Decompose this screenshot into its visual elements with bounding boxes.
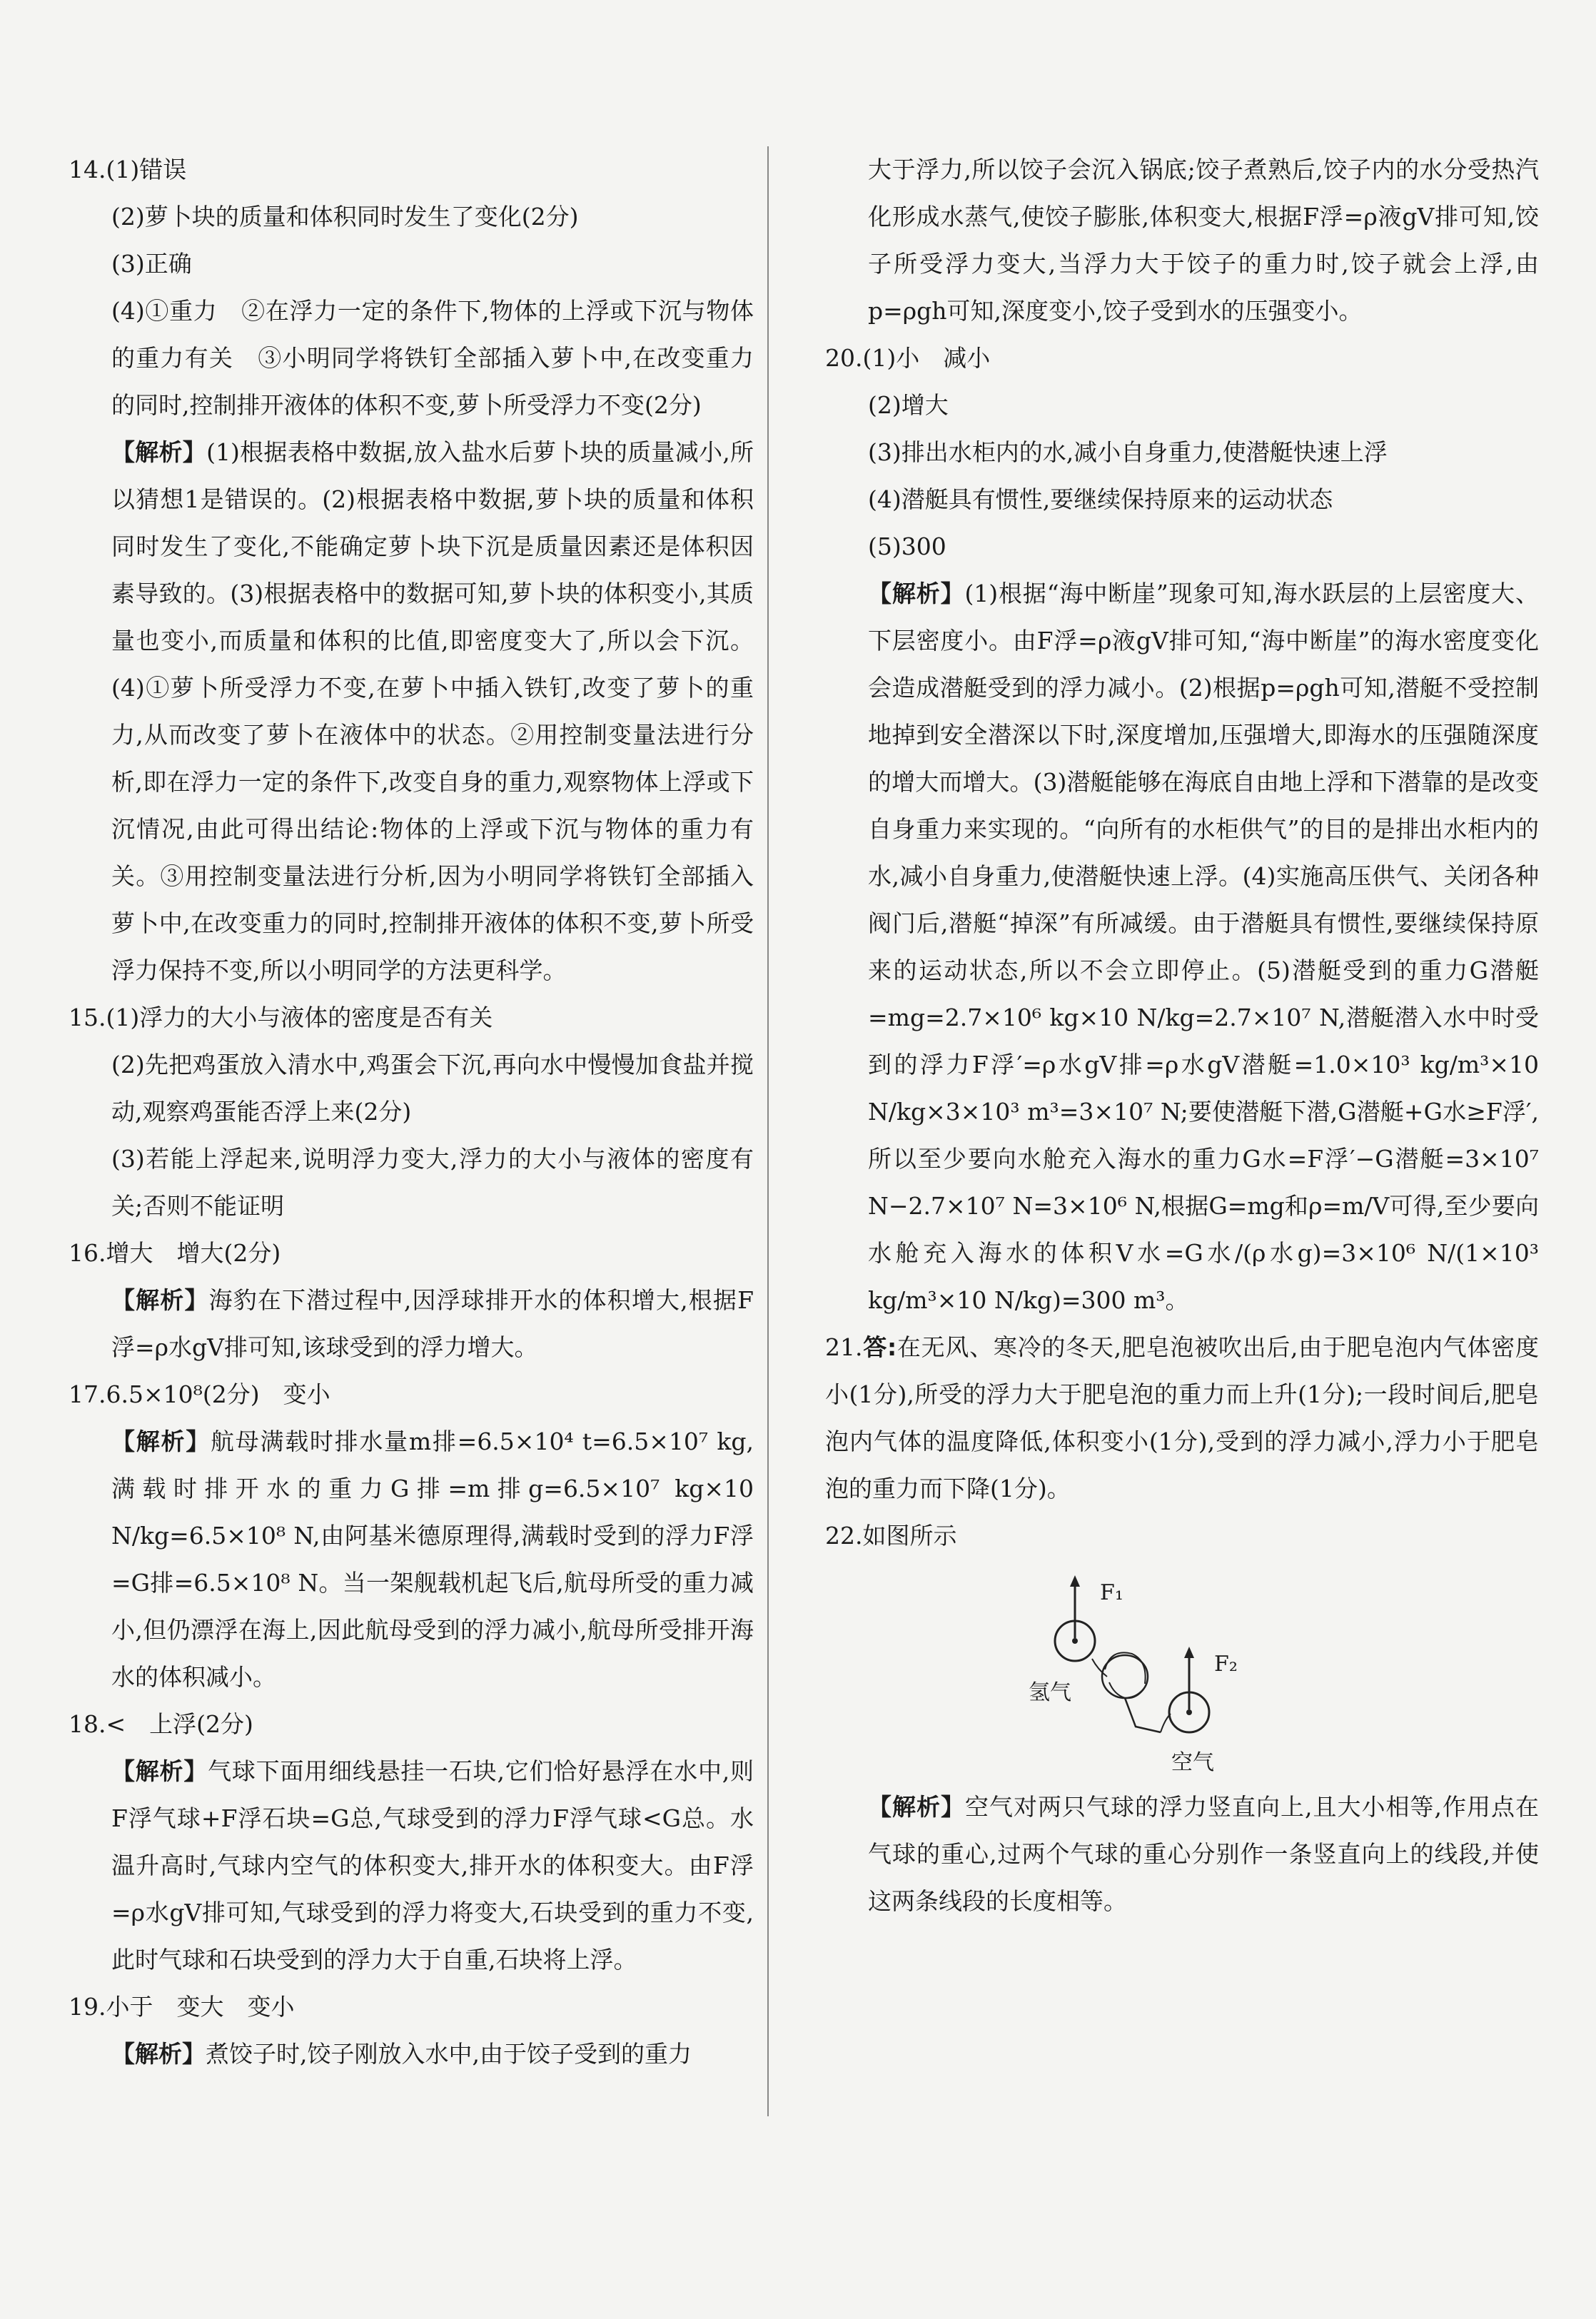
q15-item: (2)先把鸡蛋放入清水中,鸡蛋会下沉,再向水中慢慢加食盐并搅动,观察鸡蛋能否浮上来(2分): [111, 1051, 754, 1126]
balloon-figure: [825, 1562, 1539, 1777]
q20-item: (2)增大: [868, 391, 949, 419]
girl-body: [1125, 1698, 1161, 1732]
q19-continuation: 大于浮力,所以饺子会沉入锅底;饺子煮熟后,饺子内的水分受热汽化形成水蒸气,使饺子膨胀,体积变大,根据F浮=ρ液gV排可知,饺子所受浮力变大,当浮力大于饺子的重力时,饺子就会上浮,由p=ρgh可知,深度变小,饺子受到水的压强变小。: [868, 156, 1539, 325]
q14-item: (4)①重力 ②在浮力一定的条件下,物体的上浮或下沉与物体的重力有关 ③小明同学将铁钉全部插入萝卜中,在改变重力的同时,控制排开液体的体积不变,萝卜所受浮力不变(2分): [111, 297, 754, 419]
q21-body: 在无风、寒冷的冬天,肥皂泡被吹出后,由于肥皂泡内气体密度小(1分),所受的浮力大于肥皂泡的重力而上升(1分);一段时间后,肥皂泡内气体的温度降低,体积变小(1分),受到的浮力减小,浮力小于肥皂泡的重力而下降(1分)。: [825, 1333, 1539, 1502]
q17-analysis-text: 航母满载时排水量m排=6.5×10⁴ t=6.5×10⁷ kg,满载时排开水的重力G排=m排g=6.5×10⁷ kg×10 N/kg=6.5×10⁸ N,由阿基米德原理得,满载时受到的浮力F浮=G排=6.5×10⁸ N。当一架舰载机起飞后,航母所受的重力减小,但仍漂浮在海上,因此航母受到的浮力减小,航母所受排开海水的体积减小。: [111, 1428, 754, 1691]
hydrogen-center: [1072, 1638, 1078, 1644]
label-air: 空气: [1171, 1750, 1214, 1775]
q22-analysis-text: 空气对两只气球的浮力竖直向上,且大小相等,作用点在气球的重心,过两个气球的重心分别作一条竖直向上的线段,并使这两条线段的长度相等。: [868, 1793, 1540, 1915]
analysis-tag: 【解析】: [868, 1793, 966, 1821]
analysis-tag: 【解析】: [111, 1428, 211, 1455]
label-hydrogen: 氢气: [1029, 1680, 1071, 1705]
air-string: [1161, 1714, 1171, 1732]
q15-item: (3)若能上浮起来,说明浮力变大,浮力的大小与液体的密度有关;否则不能证明: [111, 1145, 754, 1220]
q20-head: 20.(1)小 减小: [825, 344, 991, 372]
question-20: [825, 335, 1539, 1324]
q16-analysis: [69, 1277, 754, 1371]
q20-item: (4)潜艇具有惯性,要继续保持原来的运动状态: [868, 485, 1333, 513]
q14-item: (3)正确: [111, 250, 192, 278]
q22-head: 22.如图所示: [825, 1522, 957, 1550]
q17-analysis: [69, 1418, 754, 1701]
q16-analysis-text: 海豹在下潜过程中,因浮球排开水的体积增大,根据F浮=ρ水gV排可知,该球受到的浮力增大。: [111, 1286, 754, 1361]
q20-item: (3)排出水柜内的水,减小自身重力,使潜艇快速上浮: [868, 438, 1388, 466]
q21-head: 21.: [825, 1333, 863, 1361]
q14-analysis: [69, 429, 754, 994]
question-15: [69, 994, 754, 1230]
question-22: [825, 1512, 1539, 1925]
q20-analysis-text: (1)根据“海中断崖”现象可知,海水跃层的上层密度大、下层密度小。由F浮=ρ液gV排可知,“海中断崖”的海水密度变化会造成潜艇受到的浮力减小。(2)根据p=ρgh可知,潜艇不受控制地掉到安全潜深以下时,深度增加,压强增大,即海水的压强随深度的增大而增大。(3)潜艇能够在海底自由地上浮和下潜靠的是改变自身重力来实现的。“向所有的水柜供气”的目的是排出水柜内的水,减小自身重力,使潜艇快速上浮。(4)实施高压供气、关闭各种阀门后,潜艇“掉深”有所减缓。由于潜艇具有惯性,要继续保持原来的运动状态,所以不会立即停止。(5)潜艇受到的重力G潜艇=mg=2.7×10⁶ kg×10 N/kg=2.7×10⁷ N,潜艇潜入水中时受到的浮力F浮′=ρ水gV排=ρ水gV潜艇=1.0×10³ kg/m³×10 N/kg×3×10³ m³=3×10⁷ N;要使潜艇下潜,G潜艇+G水≥F浮′,所以至少要向水舱充入海水的重力G水=F浮′−G潜艇=3×10⁷ N−2.7×10⁷ N=3×10⁶ N,根据G=mg和ρ=m/V可得,至少要向水舱充入海水的体积V水=G水/(ρ水g)=3×10⁶ N/(1×10³ kg/m³×10 N/kg)=300 m³。: [868, 580, 1539, 1314]
label-f1: F₁: [1100, 1580, 1123, 1605]
q18-analysis: [69, 1748, 754, 1984]
q16-head: 16.增大 增大(2分): [69, 1239, 281, 1267]
answer-tag: 答:: [862, 1333, 897, 1361]
q17-head: 17.6.5×10⁸(2分) 变小: [69, 1380, 330, 1408]
analysis-tag: 【解析】: [868, 580, 965, 607]
q21-answer: [825, 1324, 1539, 1512]
analysis-tag: 【解析】: [111, 438, 207, 466]
q14-head: 14.(1)错误: [69, 156, 187, 183]
question-14: [69, 146, 754, 994]
q19-analysis: [69, 2031, 754, 2078]
left-column: [69, 146, 754, 2078]
q20-item: (5)300: [868, 532, 946, 560]
q19-head: 19.小于 变大 变小: [69, 1993, 295, 2021]
question-21: [825, 1324, 1539, 1512]
question-17: [69, 1371, 754, 1701]
question-19: [69, 1984, 754, 2078]
q15-head: 15.(1)浮力的大小与液体的密度是否有关: [69, 1004, 493, 1031]
column-divider: [767, 146, 769, 2116]
q14-item: (2)萝卜块的质量和体积同时发生了变化(2分): [111, 203, 579, 231]
q22-analysis: [825, 1784, 1539, 1925]
force-f1-arrow: [1070, 1575, 1080, 1587]
q19-analysis-text: 煮饺子时,饺子刚放入水中,由于饺子受到的重力: [206, 2040, 692, 2068]
q18-analysis-text: 气球下面用细线悬挂一石块,它们恰好悬浮在水中,则F浮气球+F浮石块=G总,气球受到的浮力F浮气球<G总。水温升高时,气球内空气的体积变大,排开水的体积变大。由F浮=ρ水gV排可知,气球受到的浮力将变大,石块受到的重力不变,此时气球和石块受到的浮力大于自重,石块将上浮。: [111, 1757, 754, 1974]
question-16: [69, 1230, 754, 1371]
analysis-tag: 【解析】: [111, 2040, 206, 2068]
q20-analysis: [825, 570, 1539, 1324]
force-f2-arrow: [1184, 1647, 1194, 1658]
air-center: [1186, 1709, 1192, 1715]
label-f2: F₂: [1214, 1652, 1238, 1677]
q14-analysis-text: (1)根据表格中数据,放入盐水后萝卜块的质量减小,所以猜想1是错误的。(2)根据表格中数据,萝卜块的质量和体积同时发生了变化,不能确定萝卜块下沉是质量因素还是体积因素导致的。(3)根据表格中的数据可知,萝卜块的体积变小,其质量也变小,而质量和体积的比值,即密度变大了,所以会下沉。(4)①萝卜所受浮力不变,在萝卜中插入铁钉,改变了萝卜的重力,从而改变了萝卜在液体中的状态。②用控制变量法进行分析,即在浮力一定的条件下,改变自身的重力,观察物体上浮或下沉情况,由此可得出结论:物体的上浮或下沉与物体的重力有关。③用控制变量法进行分析,因为小明同学将铁钉全部插入萝卜中,在改变重力的同时,控制排开液体的体积不变,萝卜所受浮力保持不变,所以小明同学的方法更科学。: [111, 438, 754, 984]
analysis-tag: 【解析】: [111, 1757, 208, 1785]
right-column: [825, 146, 1539, 1925]
analysis-tag: 【解析】: [111, 1286, 209, 1314]
q18-head: 18.< 上浮(2分): [69, 1710, 253, 1738]
question-18: [69, 1701, 754, 1984]
